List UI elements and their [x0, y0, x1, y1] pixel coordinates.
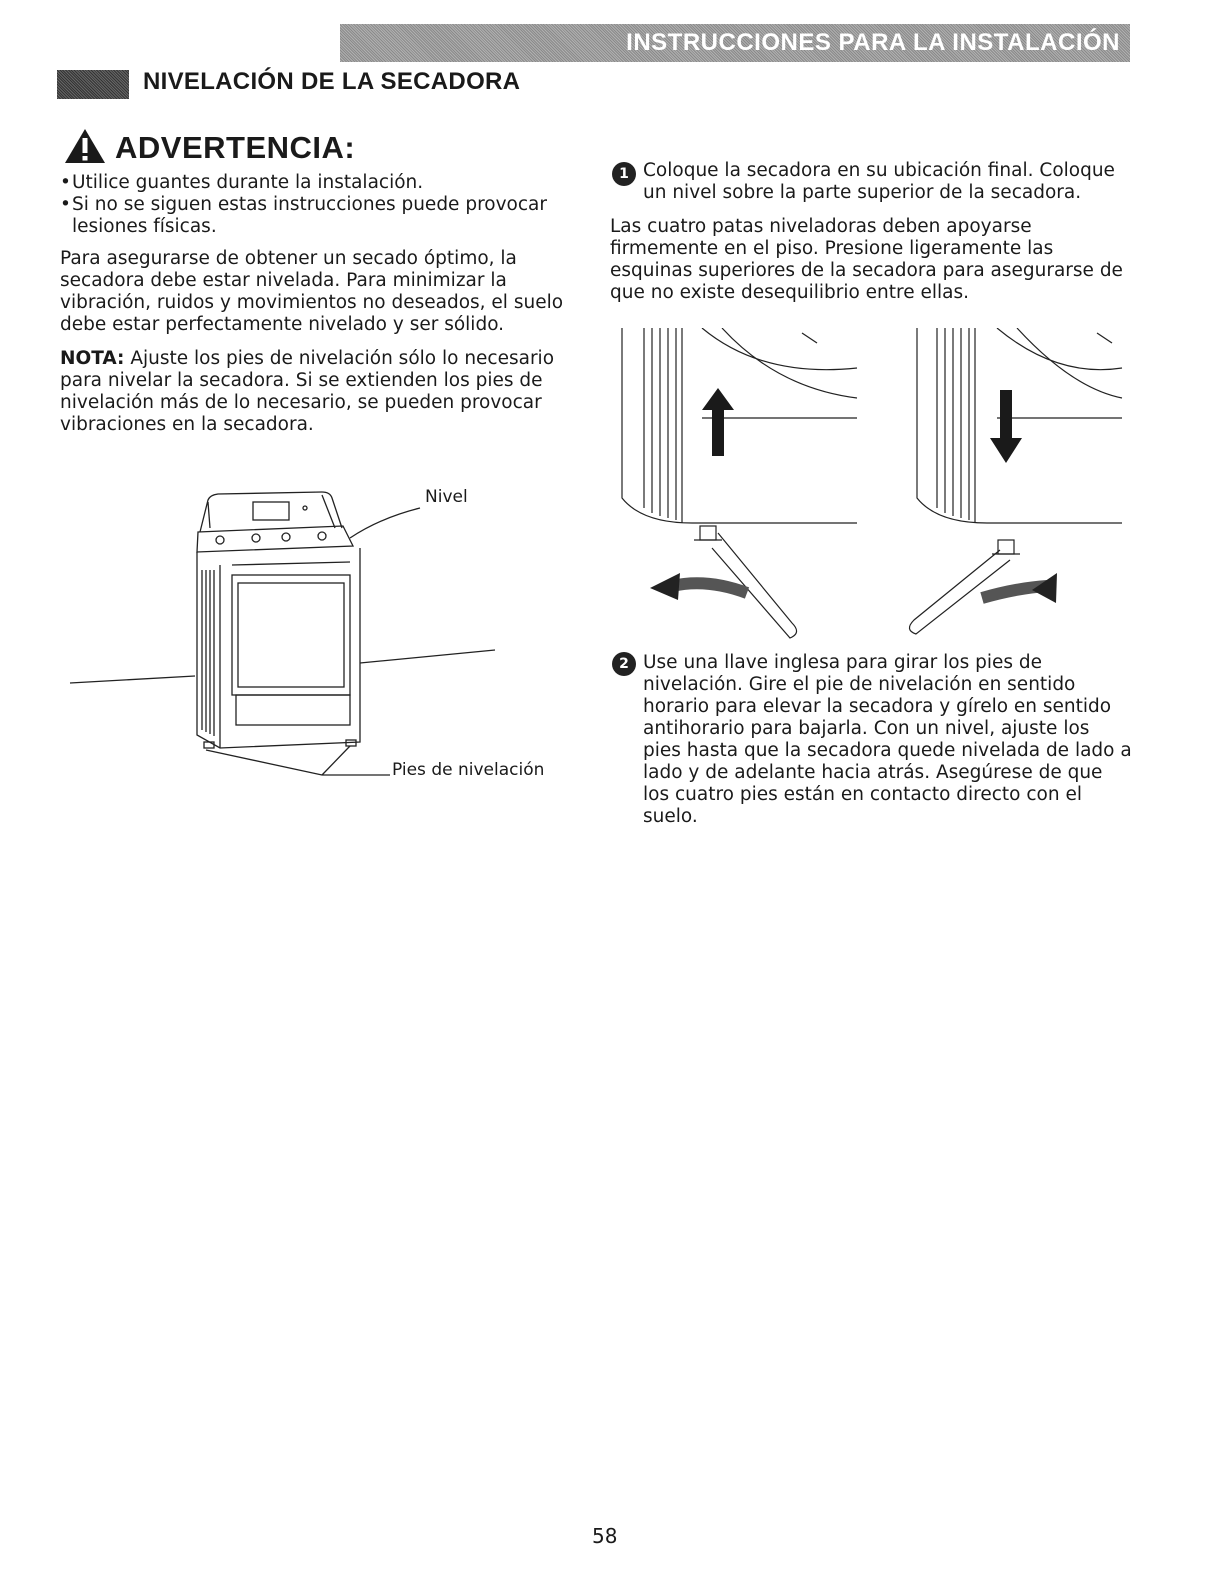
- header-band: [340, 24, 1130, 62]
- step1-text: Coloque la secadora en su ubicación final. Coloque un nivel sobre la parte superior de la secadora.: [643, 160, 1115, 203]
- note-label: NOTA:: [60, 348, 125, 369]
- label-leveling-feet: Pies de nivelación: [392, 760, 545, 780]
- leveling-feet-illustration: [612, 328, 1132, 648]
- warning-bullets: [60, 172, 590, 238]
- warning-title: ADVERTENCIA:: [115, 130, 356, 165]
- warning-triangle-icon: [64, 128, 106, 164]
- header-band-title: INSTRUCCIONES PARA LA INSTALACIÓN: [626, 29, 1120, 56]
- warning-bullet: • Utilice guantes durante la instalación.: [60, 172, 590, 194]
- warning-bullet: • Si no se siguen estas instrucciones puede provocar lesiones físicas.: [60, 194, 590, 238]
- page-number: 58: [592, 1524, 618, 1548]
- step2-text: Use una llave inglesa para girar los pies de nivelación. Gire el pie de nivelación en sentido horario para elevar la secadora y gírelo en sentido antihorario para bajarla. Con un nivel, ajuste los pies hasta que la secadora quede nivelada de lado a lado y de adelante hacia atrás. Asegúrese de que los cuatro pies están en contacto directo con el suelo.: [643, 652, 1132, 827]
- note-text: Ajuste los pies de nivelación sólo lo necesario para nivelar la secadora. Si se extienden los pies de nivelación más de lo necesario, se pueden provocar vibraciones en la secadora.: [60, 348, 555, 435]
- dryer-illustration: [60, 470, 580, 790]
- intro-paragraph: Para asegurarse de obtener un secado óptimo, la secadora debe estar nivelada. Para minimizar la vibración, ruidos y movimientos no deseados, el suelo debe estar perfectamente nivelado y ser sólido.: [60, 248, 564, 335]
- note-paragraph: [60, 348, 600, 436]
- feet-paragraph: Las cuatro patas niveladoras deben apoyarse firmemente en el piso. Presione ligeramente las esquinas superiores de la secadora para asegurarse de que no existe desequilibrio entre ellas.: [610, 216, 1123, 303]
- label-level: Nivel: [425, 487, 468, 507]
- section-marker: [57, 70, 129, 99]
- step-number-badge: 2: [612, 652, 636, 676]
- section-title: NIVELACIÓN DE LA SECADORA: [143, 68, 521, 95]
- step-number-badge: 1: [612, 162, 636, 186]
